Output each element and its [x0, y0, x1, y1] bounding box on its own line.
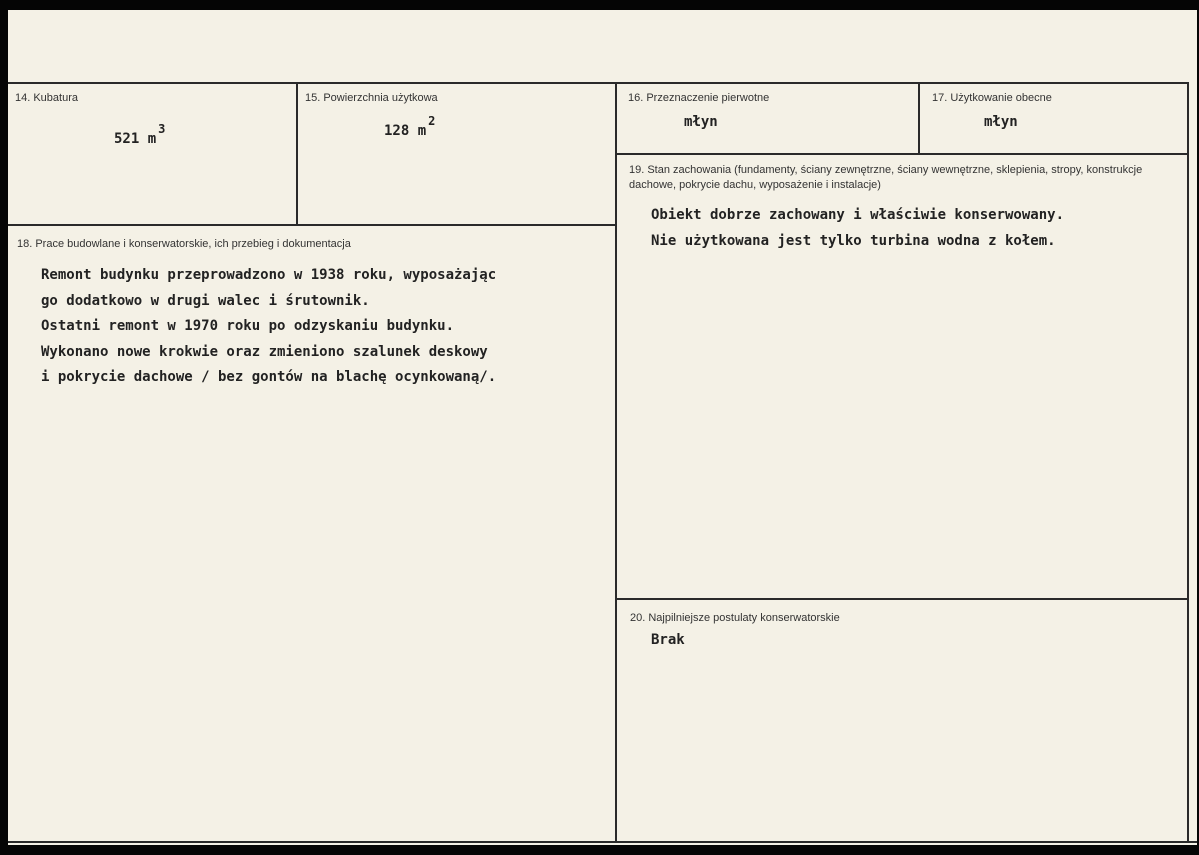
field-17-label: 17. Użytkowanie obecne [932, 92, 1052, 104]
field-15-label: 15. Powierzchnia użytkowa [305, 92, 438, 104]
top-rule [8, 82, 1189, 84]
kubatura-number: 521 m [114, 131, 157, 147]
field-15-value [384, 114, 436, 139]
field-18-line: i pokrycie dachowe / bez gontów na blachę ocynkowaną/. [41, 369, 497, 385]
rule-below-14-15 [8, 224, 617, 226]
right-edge-rule [1187, 82, 1189, 842]
field-18-line: Remont budynku przeprowadzono w 1938 roku, wyposażając [41, 267, 497, 283]
rule-below-16-17 [617, 153, 1189, 155]
field-16-label: 16. Przeznaczenie pierwotne [628, 92, 770, 104]
field-14-value [114, 122, 166, 147]
divider-16-17 [918, 82, 920, 154]
field-19-text [651, 203, 1064, 254]
field-18-line: Wykonano nowe krokwie oraz zmieniono szalunek deskowy [41, 343, 488, 360]
field-20-value: Brak [651, 632, 685, 648]
powierzchnia-number: 128 m [384, 123, 427, 139]
field-18-line: go dodatkowo w drugi walec i śrutownik. [41, 292, 370, 309]
field-18-text [41, 263, 496, 391]
record-card [8, 10, 1197, 845]
field-19-label: 19. Stan zachowania (fundamenty, ściany zewnętrzne, ściany wewnętrzne, sklepienia, stropy, konstrukcje dachowe, pokrycie dachu, wyposażenie i instalacje) [629, 164, 1143, 191]
kubatura-exponent: 3 [158, 122, 166, 136]
field-16-value: młyn [684, 114, 718, 130]
bottom-rule [8, 841, 1197, 843]
rule-above-20 [617, 598, 1189, 600]
main-column-divider [615, 82, 617, 842]
field-20-label: 20. Najpilniejsze postulaty konserwatorskie [630, 612, 840, 624]
field-19-line: Obiekt dobrze zachowany i właściwie konserwowany. [651, 207, 1065, 223]
powierzchnia-exponent: 2 [428, 114, 436, 128]
divider-14-15 [296, 82, 298, 225]
field-19-line: Nie użytkowana jest tylko turbina wodna z kołem. [651, 232, 1056, 249]
field-18-line: Ostatni remont w 1970 roku po odzyskaniu budynku. [41, 318, 455, 334]
field-14-label: 14. Kubatura [15, 92, 78, 104]
field-18-label: 18. Prace budowlane i konserwatorskie, ich przebieg i dokumentacja [17, 238, 351, 250]
field-17-value: młyn [984, 114, 1018, 130]
